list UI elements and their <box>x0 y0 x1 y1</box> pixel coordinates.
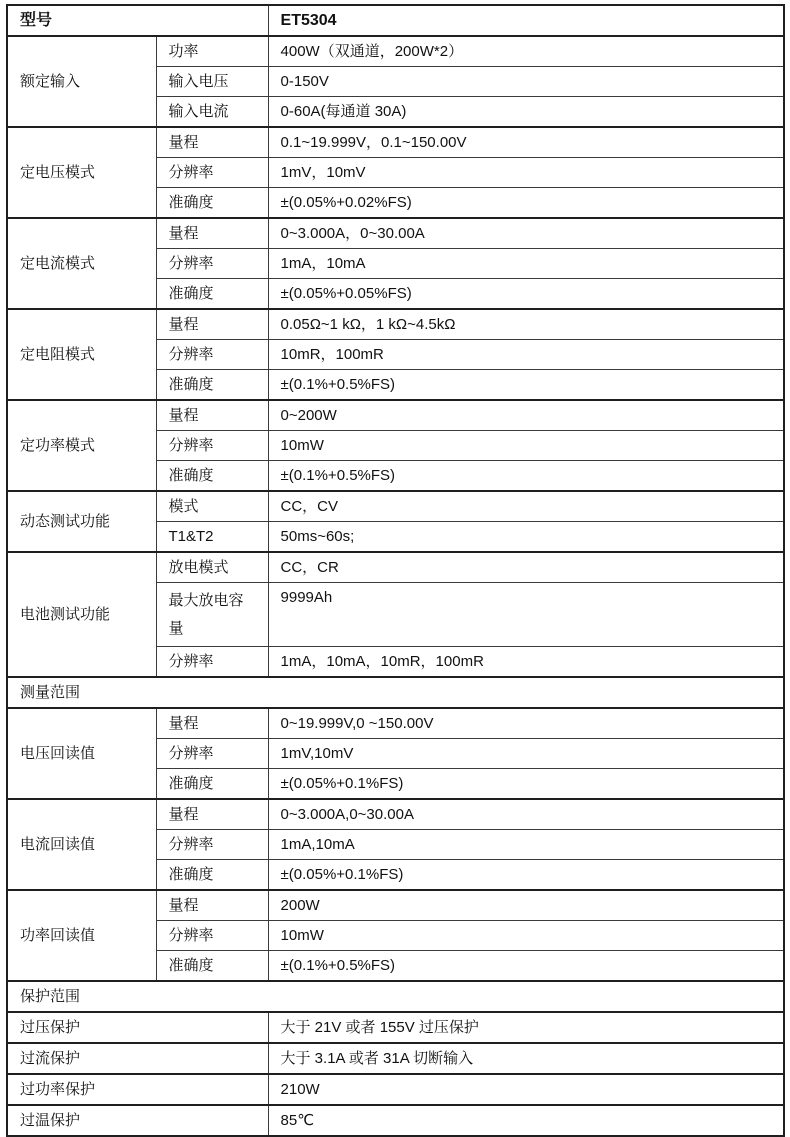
spec-value-cell: 10mW <box>268 431 784 461</box>
protection-label-cell: 过功率保护 <box>7 1074 268 1105</box>
spec-table <box>6 4 785 1137</box>
category-cell: 定电流模式 <box>7 218 156 309</box>
section-banner: 保护范围 <box>7 981 784 1012</box>
spec-label-cell: 量程 <box>156 400 268 431</box>
spec-value-cell: 10mR，100mR <box>268 340 784 370</box>
spec-value-cell: 0-150V <box>268 67 784 97</box>
spec-label-cell: 准确度 <box>156 769 268 800</box>
category-cell: 电流回读值 <box>7 799 156 890</box>
spec-value-cell: 1mA，10mA <box>268 249 784 279</box>
category-cell: 定电压模式 <box>7 127 156 218</box>
table-row <box>7 1074 784 1105</box>
spec-label-cell: 分辨率 <box>156 830 268 860</box>
category-cell: 电池测试功能 <box>7 552 156 677</box>
category-cell: 额定输入 <box>7 36 156 127</box>
spec-label-cell: 功率 <box>156 36 268 67</box>
spec-label-cell: 准确度 <box>156 279 268 310</box>
protection-label-cell: 过压保护 <box>7 1012 268 1043</box>
protection-value-cell: 85℃ <box>268 1105 784 1136</box>
spec-value-cell: 9999Ah <box>268 583 784 647</box>
table-row <box>7 1043 784 1074</box>
table-row <box>7 127 784 158</box>
spec-value-cell: 1mA，10mA，10mR，100mR <box>268 647 784 678</box>
spec-label-cell: 量程 <box>156 309 268 340</box>
table-row <box>7 218 784 249</box>
spec-label-cell: 量程 <box>156 708 268 739</box>
protection-value-cell: 大于 3.1A 或者 31A 切断输入 <box>268 1043 784 1074</box>
spec-value-cell: 0-60A(每通道 30A) <box>268 97 784 128</box>
spec-value-cell: 1mA,10mA <box>268 830 784 860</box>
spec-label-cell: 放电模式 <box>156 552 268 583</box>
section-banner-row <box>7 981 784 1012</box>
protection-value-cell: 210W <box>268 1074 784 1105</box>
table-row <box>7 708 784 739</box>
spec-label-cell: 输入电流 <box>156 97 268 128</box>
spec-label-cell: 输入电压 <box>156 67 268 97</box>
spec-value-cell: 1mV,10mV <box>268 739 784 769</box>
spec-label-cell: 分辨率 <box>156 158 268 188</box>
spec-label-cell: 准确度 <box>156 860 268 891</box>
spec-value-cell: 400W（双通道，200W*2） <box>268 36 784 67</box>
spec-value-cell: ±(0.05%+0.1%FS) <box>268 860 784 891</box>
spec-label-cell: 分辨率 <box>156 249 268 279</box>
spec-label-cell: 最大放电容量 <box>156 583 268 647</box>
spec-value-cell: 1mV，10mV <box>268 158 784 188</box>
spec-value-cell: ±(0.05%+0.02%FS) <box>268 188 784 219</box>
spec-value-cell: CC，CR <box>268 552 784 583</box>
spec-label-cell: 分辨率 <box>156 921 268 951</box>
spec-value-cell: 0~200W <box>268 400 784 431</box>
table-row <box>7 799 784 830</box>
spec-label-cell: 分辨率 <box>156 647 268 678</box>
spec-label-cell: 准确度 <box>156 188 268 219</box>
spec-value-cell: 0~3.000A,0~30.00A <box>268 799 784 830</box>
table-row <box>7 1012 784 1043</box>
model-header-row <box>7 5 784 36</box>
spec-label-cell: 量程 <box>156 890 268 921</box>
category-cell: 动态测试功能 <box>7 491 156 552</box>
protection-label-cell: 过流保护 <box>7 1043 268 1074</box>
protection-label-cell: 过温保护 <box>7 1105 268 1136</box>
spec-value-cell: 200W <box>268 890 784 921</box>
table-row <box>7 491 784 522</box>
model-value-cell: ET5304 <box>268 5 784 36</box>
spec-value-cell: 50ms~60s; <box>268 522 784 553</box>
spec-value-cell: ±(0.05%+0.05%FS) <box>268 279 784 310</box>
spec-label-cell: T1&T2 <box>156 522 268 553</box>
spec-value-cell: 0~3.000A，0~30.00A <box>268 218 784 249</box>
spec-value-cell: 0.05Ω~1 kΩ，1 kΩ~4.5kΩ <box>268 309 784 340</box>
category-cell: 定功率模式 <box>7 400 156 491</box>
category-cell: 电压回读值 <box>7 708 156 799</box>
model-label-cell: 型号 <box>7 5 268 36</box>
spec-label-cell: 准确度 <box>156 951 268 982</box>
table-row <box>7 36 784 67</box>
spec-label-cell: 量程 <box>156 218 268 249</box>
spec-label-cell: 分辨率 <box>156 739 268 769</box>
spec-label-cell: 分辨率 <box>156 431 268 461</box>
table-row <box>7 309 784 340</box>
spec-value-cell: ±(0.1%+0.5%FS) <box>268 951 784 982</box>
spec-label-cell: 模式 <box>156 491 268 522</box>
table-row <box>7 400 784 431</box>
table-row <box>7 890 784 921</box>
spec-label-cell: 量程 <box>156 127 268 158</box>
spec-value-cell: ±(0.05%+0.1%FS) <box>268 769 784 800</box>
spec-value-cell: 10mW <box>268 921 784 951</box>
section-banner-row <box>7 677 784 708</box>
spec-label-cell: 量程 <box>156 799 268 830</box>
spec-value-cell: ±(0.1%+0.5%FS) <box>268 370 784 401</box>
table-row <box>7 552 784 583</box>
spec-label-cell: 分辨率 <box>156 340 268 370</box>
spec-label-cell: 准确度 <box>156 370 268 401</box>
protection-value-cell: 大于 21V 或者 155V 过压保护 <box>268 1012 784 1043</box>
category-cell: 功率回读值 <box>7 890 156 981</box>
spec-label-cell: 准确度 <box>156 461 268 492</box>
spec-value-cell: ±(0.1%+0.5%FS) <box>268 461 784 492</box>
spec-value-cell: CC，CV <box>268 491 784 522</box>
category-cell: 定电阻模式 <box>7 309 156 400</box>
spec-value-cell: 0.1~19.999V，0.1~150.00V <box>268 127 784 158</box>
table-row <box>7 1105 784 1136</box>
section-banner: 测量范围 <box>7 677 784 708</box>
spec-value-cell: 0~19.999V,0 ~150.00V <box>268 708 784 739</box>
